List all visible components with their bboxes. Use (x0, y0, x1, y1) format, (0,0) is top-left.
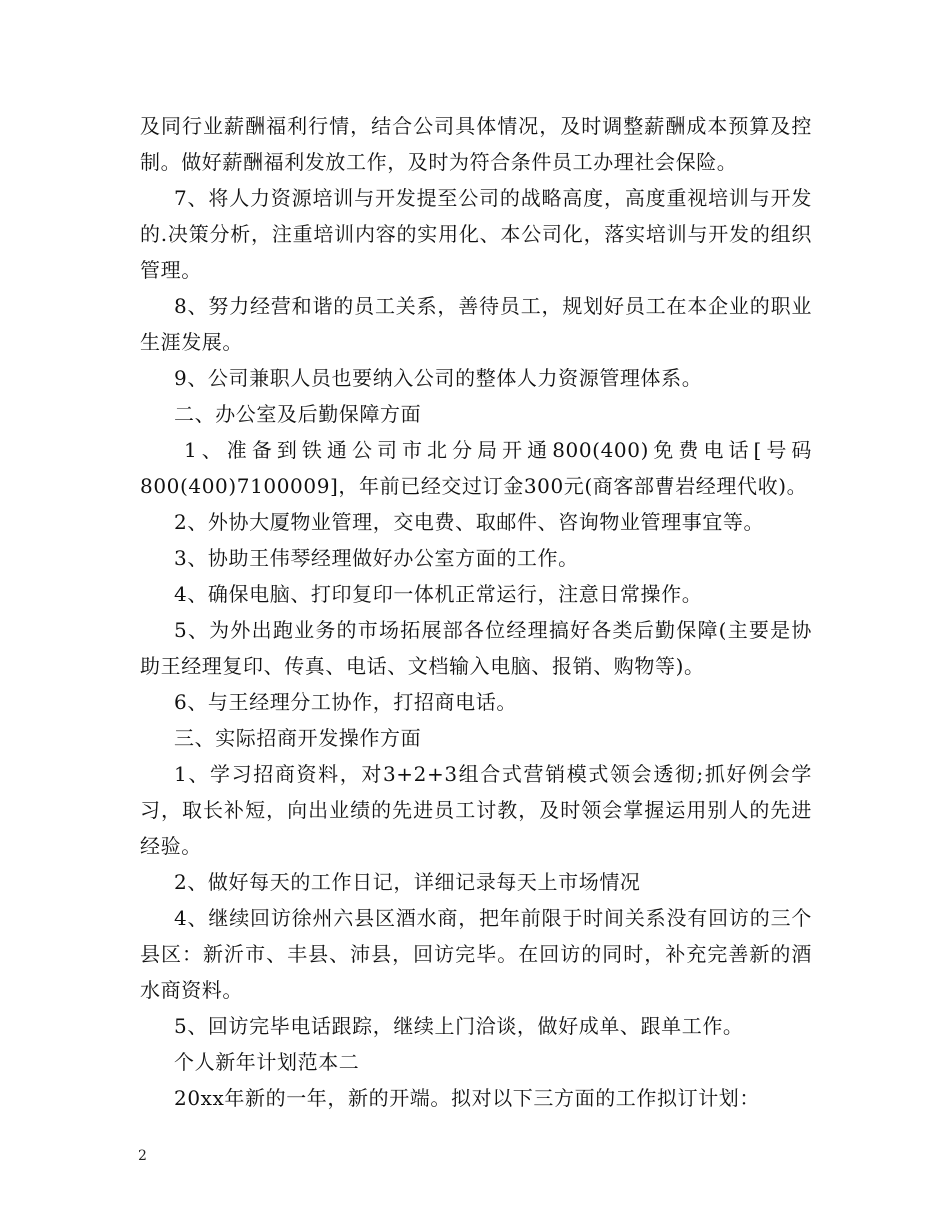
section-heading-template-two: 个人新年计划范本二 (174, 1050, 360, 1074)
paragraph-investment-item-5: 5、回访完毕电话跟踪，继续上门洽谈，做好成单、跟单工作。 (174, 1014, 744, 1038)
document-body (140, 108, 812, 1116)
paragraph-salary-continuation: 及同行业薪酬福利行情，结合公司具体情况，及时调整薪酬成本预算及控制。做好薪酬福利发放工作，及时为符合条件员工办理社会保险。 (140, 114, 812, 174)
paragraph-item-9: 9、公司兼职人员也要纳入公司的整体人力资源管理体系。 (174, 366, 703, 390)
paragraph-item-7: 7、将人力资源培训与开发提至公司的战略高度，高度重视培训与开发的.决策分析，注重培训内容的实用化、本公司化，落实培训与开发的组织管理。 (140, 186, 812, 282)
paragraph-office-item-5: 5、为外出跑业务的市场拓展部各位经理搞好各类后勤保障(主要是协助王经理复印、传真、电话、文档输入电脑、报销、购物等)。 (140, 618, 812, 678)
paragraph-office-item-3: 3、协助王伟琴经理做好办公室方面的工作。 (174, 546, 579, 570)
page-number: 2 (138, 1148, 147, 1164)
paragraph-office-item-2: 2、外协大厦物业管理，交电费、取邮件、咨询物业管理事宜等。 (174, 510, 765, 534)
paragraph-investment-item-4: 4、继续回访徐州六县区酒水商，把年前限于时间关系没有回访的三个县区：新沂市、丰县、沛县，回访完毕。在回访的同时，补充完善新的酒水商资料。 (140, 906, 812, 1002)
section-heading-office: 二、办公室及后勤保障方面 (174, 402, 422, 426)
paragraph-office-item-4: 4、确保电脑、打印复印一体机正常运行，注意日常操作。 (174, 582, 703, 606)
paragraph-new-year-intro: 20xx年新的一年，新的开端。拟对以下三方面的工作拟订计划： (174, 1086, 761, 1110)
paragraph-office-item-6: 6、与王经理分工协作，打招商电话。 (174, 690, 517, 714)
paragraph-office-item-1: 1、准备到铁通公司市北分局开通800(400)免费电话[号码800(400)7100009]，年前已经交过订金300元(商客部曹岩经理代收)。 (140, 438, 812, 498)
paragraph-investment-item-1: 1、学习招商资料，对3+2+3组合式营销模式领会透彻;抓好例会学习，取长补短，向出业绩的先进员工讨教，及时领会掌握运用别人的先进经验。 (140, 762, 812, 858)
section-heading-investment: 三、实际招商开发操作方面 (174, 726, 422, 750)
paragraph-item-8: 8、努力经营和谐的员工关系，善待员工，规划好员工在本企业的职业生涯发展。 (140, 294, 812, 354)
paragraph-investment-item-2: 2、做好每天的工作日记，详细记录每天上市场情况 (174, 870, 641, 894)
